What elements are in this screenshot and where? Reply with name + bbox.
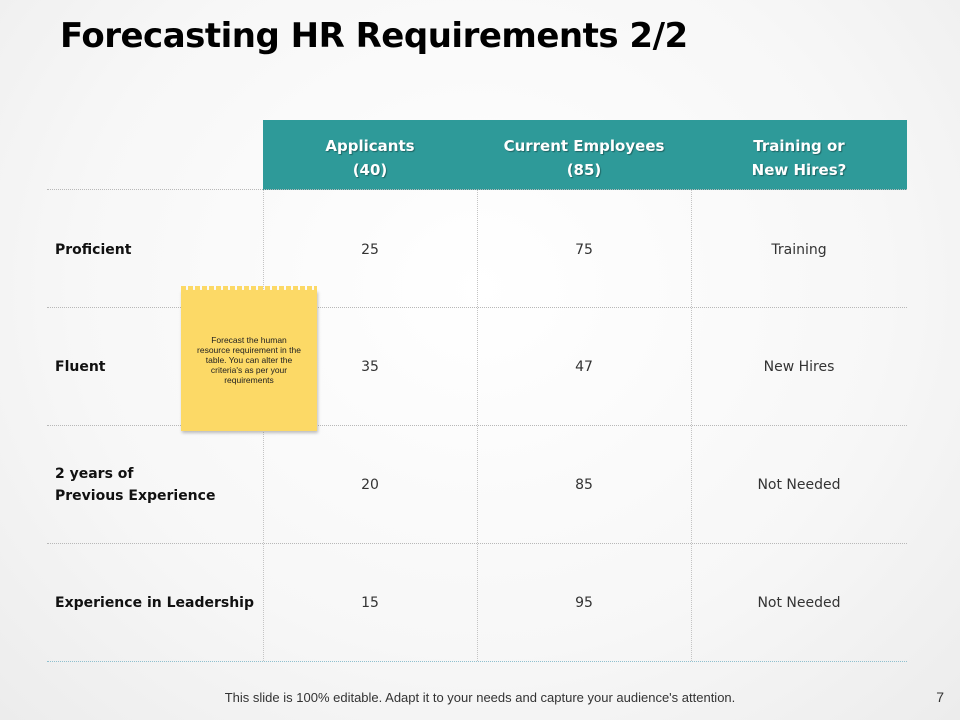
row-label-text: Fluent [55,359,106,375]
header-current-line2: (85) [566,161,602,179]
header-applicants [263,132,477,184]
row-label-text: Experience in Leadership [55,595,254,611]
cell-decision: Not Needed [757,595,841,611]
header-current-employees [477,132,691,184]
header-training-line1: Training or [753,137,845,155]
cell-decision: Not Needed [757,477,841,493]
header-current-line1: Current Employees [503,137,665,155]
cell-current: 85 [575,477,593,493]
row-label-text: 2 years of [55,466,134,482]
row-label-leadership [55,592,254,614]
row-label-previous-experience [55,463,215,507]
header-applicants-line1: Applicants [325,137,415,155]
row-label-text: Previous Experience [55,488,216,504]
footer-text: This slide is 100% editable. Adapt it to your needs and capture your audience's attention. [224,690,736,705]
row-label-text: Proficient [55,242,132,258]
header-training-or-hires [691,132,907,184]
cell-current: 75 [575,242,593,258]
cell-applicants: 35 [361,359,379,375]
sticky-note [181,290,317,431]
sticky-note-text: Forecast the human resource requirement in the table. You can alter the criteria's as per your requirements [197,335,301,385]
cell-decision: New Hires [763,359,835,375]
row-label-fluent [55,356,105,378]
cell-current: 47 [575,359,593,375]
cell-applicants: 15 [361,595,379,611]
cell-applicants: 20 [361,477,379,493]
cell-current: 95 [575,595,593,611]
cell-decision: Training [771,242,827,258]
column-divider [477,190,478,661]
page-number: 7 [936,689,944,705]
header-training-line2: New Hires? [751,161,847,179]
slide-title: Forecasting HR Requirements 2/2 [60,16,688,56]
table-bottom-border [47,661,907,662]
header-applicants-line2: (40) [352,161,388,179]
row-label-proficient [55,239,131,261]
cell-applicants: 25 [361,242,379,258]
column-divider [691,190,692,661]
